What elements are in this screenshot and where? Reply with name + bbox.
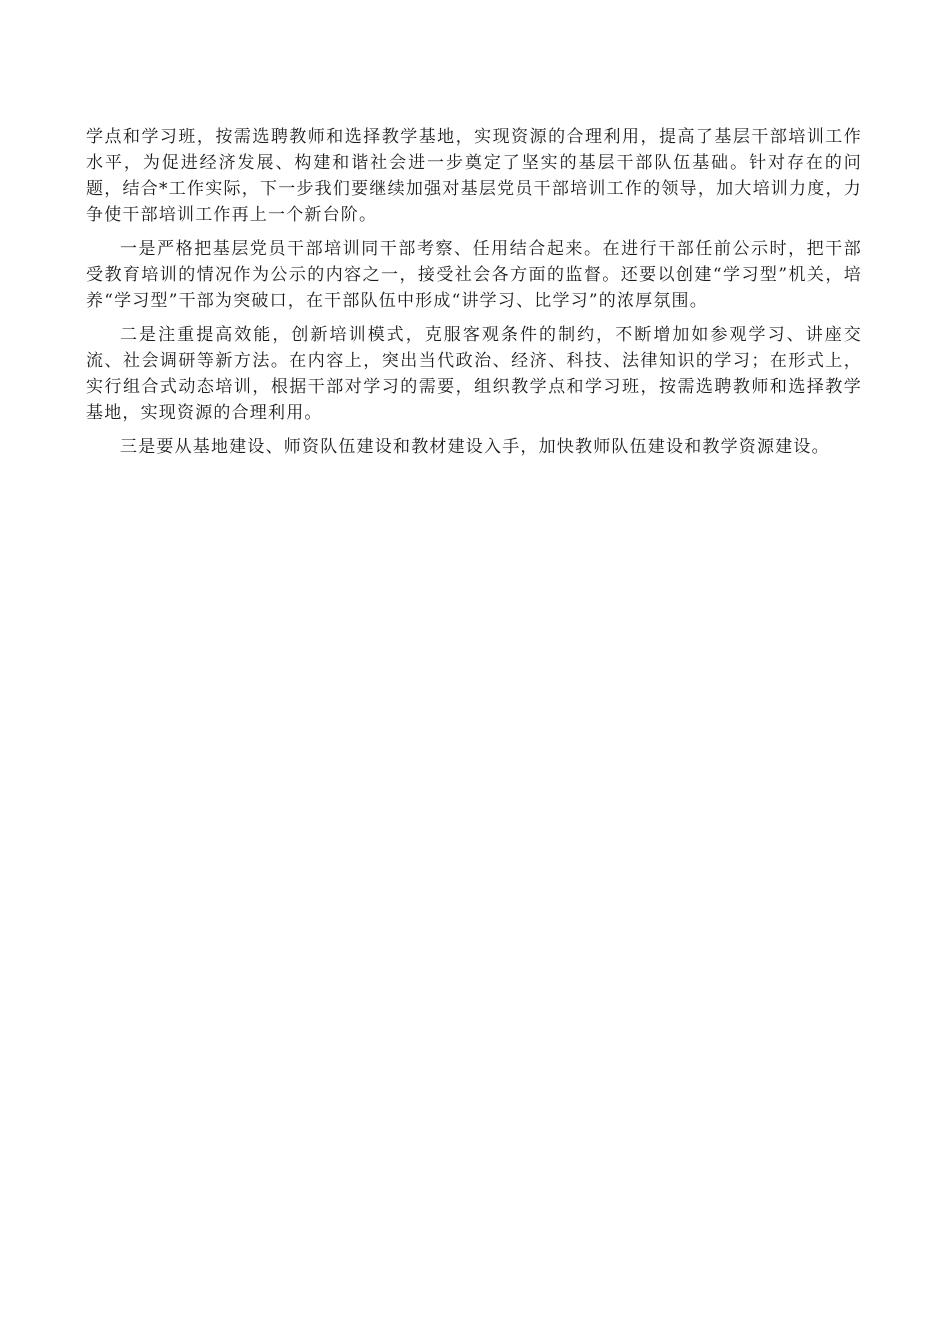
paragraph-point-two: 二是注重提高效能，创新培训模式，克服客观条件的制约，不断增加如参观学习、讲座交流、社会调研等新方法。在内容上，突出当代政治、经济、科技、法律知识的学习；在形式上，实行组合式动态培训，根据干部对学习的需要，组织教学点和学习班，按需选聘教师和选择教学基地，实现资源的合理利用。 [86, 325, 862, 423]
paragraph-point-three: 三是要从基地建设、师资队伍建设和教材建设入手，加快教师队伍建设和教学资源建设。 [120, 437, 830, 457]
document-body [86, 124, 862, 468]
paragraph-continuation: 学点和学习班，按需选聘教师和选择教学基地，实现资源的合理利用，提高了基层干部培训工作水平，为促进经济发展、构建和谐社会进一步奠定了坚实的基层干部队伍基础。针对存在的问题，结合*工作实际，下一步我们要继续加强对基层党员干部培训工作的领导，加大培训力度，力争使干部培训工作再上一个新台阶。 [86, 127, 862, 225]
paragraph-point-one: 一是严格把基层党员干部培训同干部考察、任用结合起来。在进行干部任前公示时，把干部受教育培训的情况作为公示的内容之一，接受社会各方面的监督。还要以创建“学习型”机关，培养“学习型”干部为突破口，在干部队伍中形成“讲学习、比学习”的浓厚氛围。 [86, 239, 862, 311]
